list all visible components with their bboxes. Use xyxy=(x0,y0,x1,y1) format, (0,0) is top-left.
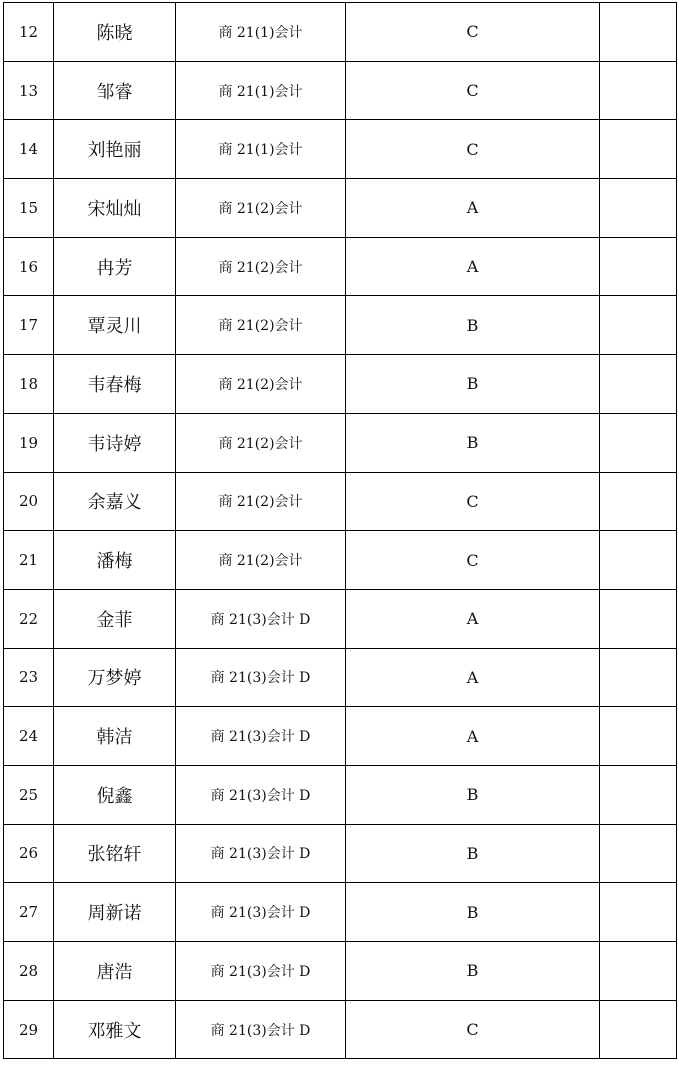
table-row xyxy=(4,472,677,531)
student-name-cell: 陈晓 xyxy=(54,3,176,62)
grade-cell: B xyxy=(346,883,600,942)
table-row xyxy=(4,296,677,355)
row-number-cell: 14 xyxy=(4,120,54,179)
class-cell: 商 21(3)会计 D xyxy=(176,707,346,766)
row-number-cell: 22 xyxy=(4,589,54,648)
row-number-cell: 13 xyxy=(4,61,54,120)
table-row xyxy=(4,707,677,766)
grade-cell: B xyxy=(346,296,600,355)
row-number-cell: 24 xyxy=(4,707,54,766)
student-name-cell: 冉芳 xyxy=(54,237,176,296)
roster-body xyxy=(4,3,677,1059)
class-cell: 商 21(2)会计 xyxy=(176,531,346,590)
student-name-cell: 韦诗婷 xyxy=(54,413,176,472)
remarks-cell xyxy=(600,1000,677,1059)
remarks-cell xyxy=(600,61,677,120)
remarks-cell xyxy=(600,531,677,590)
class-cell: 商 21(1)会计 xyxy=(176,61,346,120)
grade-cell: B xyxy=(346,824,600,883)
row-number-cell: 21 xyxy=(4,531,54,590)
grade-cell: C xyxy=(346,531,600,590)
class-cell: 商 21(3)会计 D xyxy=(176,765,346,824)
remarks-cell xyxy=(600,413,677,472)
remarks-cell xyxy=(600,707,677,766)
row-number-cell: 18 xyxy=(4,355,54,414)
student-name-cell: 宋灿灿 xyxy=(54,179,176,238)
class-cell: 商 21(3)会计 D xyxy=(176,1000,346,1059)
table-row xyxy=(4,883,677,942)
class-cell: 商 21(3)会计 D xyxy=(176,824,346,883)
grade-cell: B xyxy=(346,355,600,414)
table-row xyxy=(4,648,677,707)
remarks-cell xyxy=(600,942,677,1001)
student-name-cell: 金菲 xyxy=(54,589,176,648)
grade-cell: B xyxy=(346,765,600,824)
table-row xyxy=(4,237,677,296)
table-row xyxy=(4,3,677,62)
class-cell: 商 21(3)会计 D xyxy=(176,883,346,942)
row-number-cell: 28 xyxy=(4,942,54,1001)
row-number-cell: 19 xyxy=(4,413,54,472)
remarks-cell xyxy=(600,179,677,238)
remarks-cell xyxy=(600,589,677,648)
row-number-cell: 20 xyxy=(4,472,54,531)
table-row xyxy=(4,179,677,238)
grade-cell: A xyxy=(346,179,600,238)
table-row xyxy=(4,120,677,179)
student-name-cell: 倪鑫 xyxy=(54,765,176,824)
class-cell: 商 21(2)会计 xyxy=(176,237,346,296)
student-name-cell: 唐浩 xyxy=(54,942,176,1001)
grade-cell: C xyxy=(346,1000,600,1059)
student-name-cell: 邹睿 xyxy=(54,61,176,120)
student-name-cell: 韩洁 xyxy=(54,707,176,766)
table-row xyxy=(4,824,677,883)
student-name-cell: 张铭轩 xyxy=(54,824,176,883)
grade-cell: B xyxy=(346,413,600,472)
remarks-cell xyxy=(600,824,677,883)
remarks-cell xyxy=(600,355,677,414)
class-cell: 商 21(3)会计 D xyxy=(176,942,346,1001)
table-row xyxy=(4,413,677,472)
student-roster-table xyxy=(3,2,677,1059)
student-name-cell: 潘梅 xyxy=(54,531,176,590)
grade-cell: C xyxy=(346,61,600,120)
table-row xyxy=(4,765,677,824)
class-cell: 商 21(2)会计 xyxy=(176,472,346,531)
student-name-cell: 覃灵川 xyxy=(54,296,176,355)
student-name-cell: 余嘉义 xyxy=(54,472,176,531)
student-name-cell: 周新诺 xyxy=(54,883,176,942)
table-row xyxy=(4,355,677,414)
grade-cell: A xyxy=(346,648,600,707)
student-name-cell: 刘艳丽 xyxy=(54,120,176,179)
grade-cell: A xyxy=(346,237,600,296)
table-row xyxy=(4,942,677,1001)
remarks-cell xyxy=(600,765,677,824)
table-row xyxy=(4,61,677,120)
table-row xyxy=(4,531,677,590)
remarks-cell xyxy=(600,296,677,355)
row-number-cell: 12 xyxy=(4,3,54,62)
grade-cell: A xyxy=(346,707,600,766)
student-name-cell: 万梦婷 xyxy=(54,648,176,707)
class-cell: 商 21(2)会计 xyxy=(176,355,346,414)
class-cell: 商 21(1)会计 xyxy=(176,120,346,179)
row-number-cell: 17 xyxy=(4,296,54,355)
class-cell: 商 21(2)会计 xyxy=(176,179,346,238)
class-cell: 商 21(3)会计 D xyxy=(176,648,346,707)
row-number-cell: 15 xyxy=(4,179,54,238)
class-cell: 商 21(2)会计 xyxy=(176,413,346,472)
remarks-cell xyxy=(600,883,677,942)
row-number-cell: 16 xyxy=(4,237,54,296)
row-number-cell: 27 xyxy=(4,883,54,942)
remarks-cell xyxy=(600,120,677,179)
row-number-cell: 26 xyxy=(4,824,54,883)
class-cell: 商 21(1)会计 xyxy=(176,3,346,62)
student-name-cell: 韦春梅 xyxy=(54,355,176,414)
row-number-cell: 23 xyxy=(4,648,54,707)
row-number-cell: 29 xyxy=(4,1000,54,1059)
grade-cell: C xyxy=(346,120,600,179)
remarks-cell xyxy=(600,648,677,707)
grade-cell: C xyxy=(346,3,600,62)
row-number-cell: 25 xyxy=(4,765,54,824)
grade-cell: A xyxy=(346,589,600,648)
remarks-cell xyxy=(600,472,677,531)
remarks-cell xyxy=(600,3,677,62)
grade-cell: C xyxy=(346,472,600,531)
table-row xyxy=(4,1000,677,1059)
student-name-cell: 邓雅文 xyxy=(54,1000,176,1059)
remarks-cell xyxy=(600,237,677,296)
grade-cell: B xyxy=(346,942,600,1001)
table-row xyxy=(4,589,677,648)
class-cell: 商 21(3)会计 D xyxy=(176,589,346,648)
class-cell: 商 21(2)会计 xyxy=(176,296,346,355)
